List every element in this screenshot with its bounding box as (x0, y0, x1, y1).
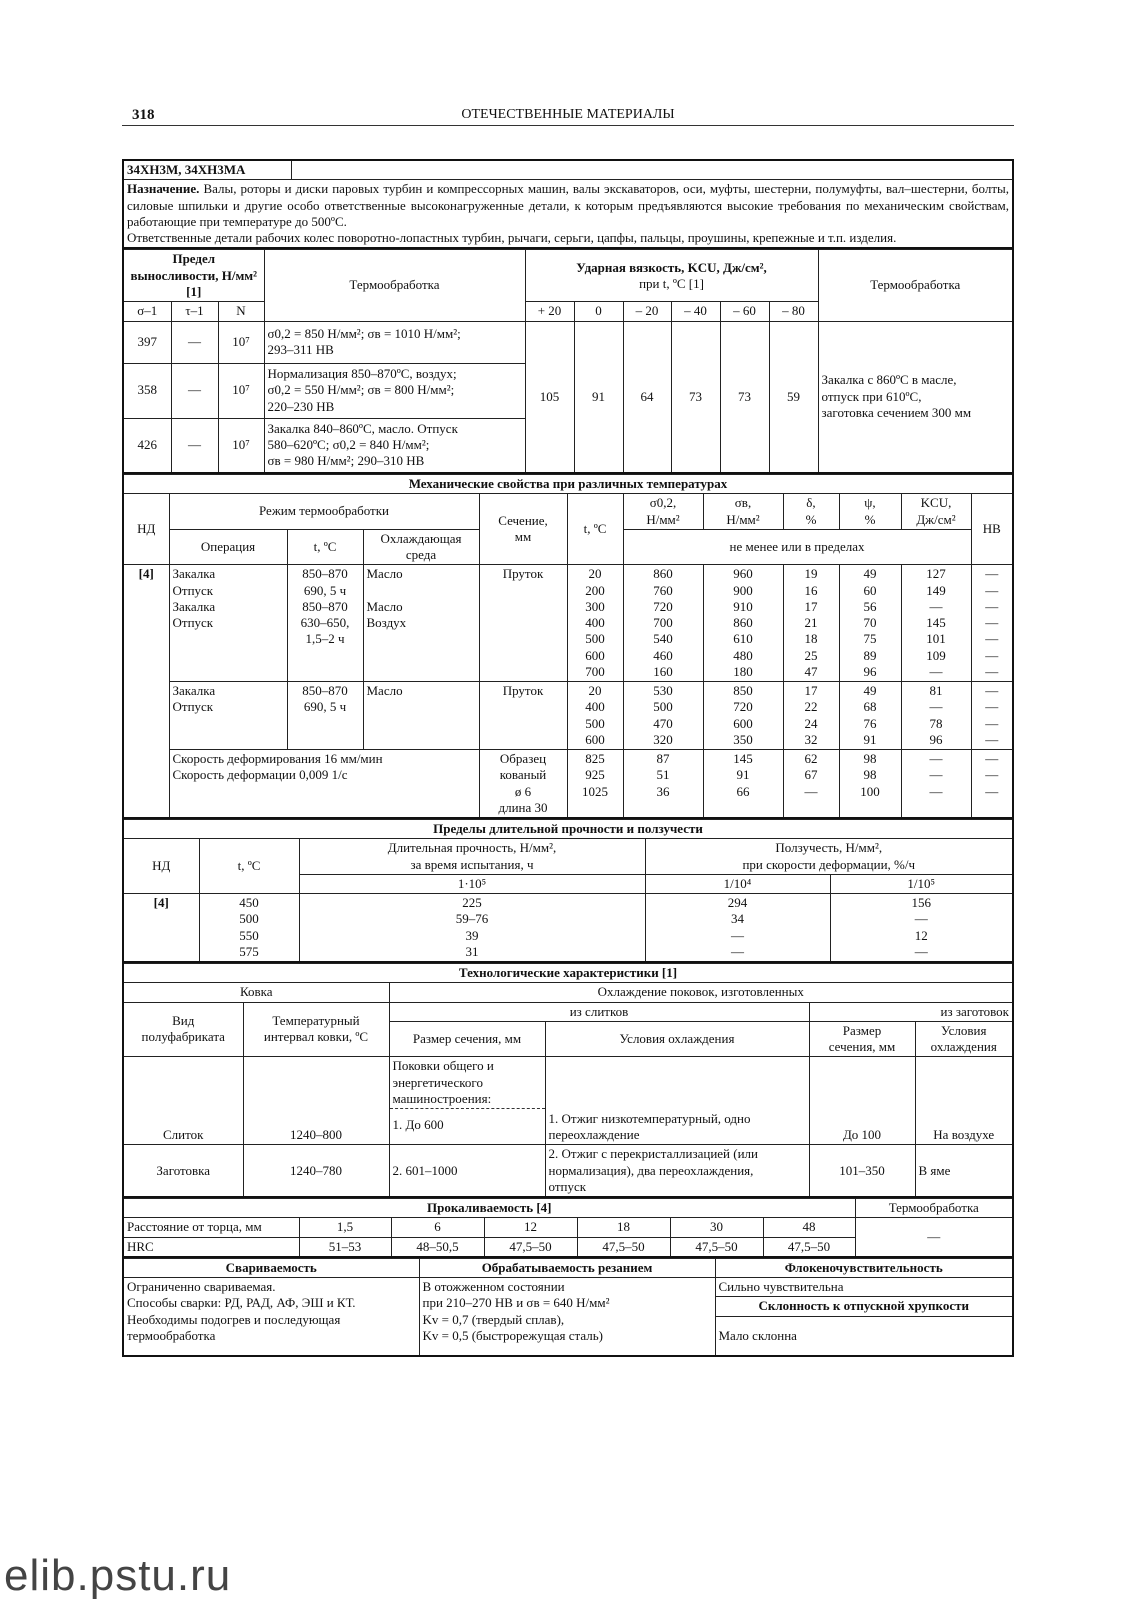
impact-temp: – 80 (769, 302, 818, 321)
tech-col-size: Размер сечения, мм (389, 1021, 545, 1057)
creep-sub: 1/10⁵ (830, 874, 1013, 893)
mech-delta: 62 67 — (783, 750, 839, 819)
mech-sec: Пруток (479, 565, 567, 682)
tech-title: Технологические характеристики [1] (123, 964, 1013, 983)
mech-cool: Масло Масло Воздух (363, 565, 479, 682)
tech-cond2: На воздухе (915, 1057, 1013, 1145)
mech-col-op: Операция (169, 529, 287, 565)
impact-value: 59 (769, 321, 818, 473)
harden-hrc: 47,5–50 (763, 1237, 855, 1257)
mech-table (122, 474, 1014, 819)
tech-col-cond2: Условия охлаждения (915, 1021, 1013, 1057)
grade-table (122, 159, 1014, 249)
impact-temp: – 60 (720, 302, 769, 321)
creep-values: 294 34 — — (645, 894, 830, 963)
tech-size-cell (389, 1057, 545, 1145)
mech-hb: — — — — — — — (971, 565, 1013, 682)
mech-nd: [4] (123, 565, 169, 818)
tech-col-cond: Условия охлаждения (545, 1021, 809, 1057)
impact-temp: + 20 (525, 302, 574, 321)
endurance-header: Предел выносливости, Н/мм² [1] (123, 250, 264, 302)
mech-kcu: 127 149 — 145 101 109 — (901, 565, 971, 682)
mech-col-s02: σ0,2, Н/мм² (623, 494, 703, 530)
mech-t: 850–870 690, 5 ч 850–870 630–650, 1,5–2 ч (287, 565, 363, 682)
endurance-heat: σ0,2 = 850 Н/мм²; σв = 1010 Н/мм²; 293–311 НВ (264, 321, 525, 363)
mech-op: Закалка Отпуск (169, 682, 287, 750)
endurance-value: — (171, 418, 218, 473)
mech-col-cool: Охлаждающая среда (363, 529, 479, 565)
impact-value: 73 (720, 321, 769, 473)
endurance-value: — (171, 321, 218, 363)
tech-table (122, 963, 1014, 1198)
mech-hb: — — — (971, 750, 1013, 819)
harden-dist: 12 (484, 1218, 577, 1237)
mech-kcu: 81 — 78 96 (901, 682, 971, 750)
impact-temp: 0 (574, 302, 623, 321)
creep-sub: 1·10⁵ (299, 874, 645, 893)
creep-table (122, 819, 1014, 963)
endurance-value: 10⁷ (218, 321, 264, 363)
endurance-value: 426 (123, 418, 171, 473)
endurance-value: 10⁷ (218, 363, 264, 418)
tech-cooling: Охлаждение поковок, изготовленных (389, 983, 1013, 1002)
endurance-heat: Нормализация 850–870ºС, воздух; σ0,2 = 550 Н/мм²; σв = 800 Н/мм²; 220–230 НВ (264, 363, 525, 418)
tech-col-range: Температурный интервал ковки, ºС (243, 1002, 389, 1057)
impact-temp: – 20 (623, 302, 671, 321)
mech-note: не менее или в пределах (623, 529, 971, 565)
creep-col-nd: НД (123, 839, 199, 894)
mech-col-nd: НД (123, 494, 169, 565)
col-tau: τ–1 (171, 302, 218, 321)
harden-dist: 48 (763, 1218, 855, 1237)
props-table (122, 1258, 1014, 1357)
creep-sub: 1/10⁴ (645, 874, 830, 893)
mech-col-kcu: KCU, Дж/см² (901, 494, 971, 530)
mech-psi: 98 98 100 (839, 750, 901, 819)
impact-value: 73 (671, 321, 720, 473)
tech-ingots: из слитков (389, 1002, 809, 1021)
mech-t: 850–870 690, 5 ч (287, 682, 363, 750)
harden-hrc: 51–53 (299, 1237, 391, 1257)
mech-col-mode: Режим термообработки (169, 494, 479, 530)
creep-col-long: Длительная прочность, Н/мм², за время испытания, ч (299, 839, 645, 875)
mech-psi: 49 68 76 91 (839, 682, 901, 750)
harden-title: Прокаливаемость [4] (123, 1199, 855, 1218)
creep-values: 156 — 12 — (830, 894, 1013, 963)
brittle-text: Мало склонна (715, 1316, 1013, 1356)
endurance-heat: Закалка 840–860ºС, масло. Отпуск 580–620ºС; σ0,2 = 840 Н/мм²; σв = 980 Н/мм²; 290–310 НВ (264, 418, 525, 473)
mech-s02: 87 51 36 (623, 750, 703, 819)
endurance-value: — (171, 363, 218, 418)
tech-size: 2. 601–1000 (389, 1145, 545, 1197)
purpose-text: Валы, роторы и диски паровых турбин и компрессорных машин, валы экскаваторов, оси, муфты, шестерни, полумуфты, вал–шестерни, болты, силовые шпильки и другие особо ответственные высоконагруженные детали, к которым предъявляются высокие требования по механическим свойствам, работающие при температуре до 500ºС. (127, 181, 1009, 229)
mech-kcu: — — — (901, 750, 971, 819)
col-sigma: σ–1 (123, 302, 171, 321)
mech-delta: 19 16 17 21 18 25 47 (783, 565, 839, 682)
purpose-label: Назначение. (127, 181, 200, 197)
impact-value: 64 (623, 321, 671, 473)
mech-cool: Масло (363, 682, 479, 750)
harden-dist: 18 (577, 1218, 670, 1237)
mech-op: Скорость деформирования 16 мм/мин Скорость деформации 0,009 1/с (169, 750, 479, 819)
material-sheet (122, 159, 1014, 1357)
running-title: ОТЕЧЕСТВЕННЫЕ МАТЕРИАЛЫ (461, 107, 675, 122)
harden-heat: — (855, 1218, 1013, 1257)
mech-s02: 860 760 720 700 540 460 160 (623, 565, 703, 682)
mech-title: Механические свойства при различных температурах (123, 475, 1013, 494)
creep-col-creep: Ползучесть, Н/мм², при скорости деформации, %/ч (645, 839, 1013, 875)
tech-kind: Слиток (123, 1057, 243, 1145)
grade-name: 34ХН3М, 34ХН3МА (123, 160, 291, 180)
impact-temp: – 40 (671, 302, 720, 321)
creep-col-t: t, ºС (199, 839, 299, 894)
harden-dist: 6 (391, 1218, 484, 1237)
mech-col-t: t, ºС (287, 529, 363, 565)
harden-hrc: 47,5–50 (484, 1237, 577, 1257)
flake-text: Сильно чувствительна (715, 1278, 1013, 1297)
page-header (122, 104, 1014, 126)
tech-forging: Ковка (123, 983, 389, 1002)
weld-title: Свариваемость (123, 1258, 419, 1277)
mech-sv: 960 900 910 860 610 480 180 (703, 565, 783, 682)
endurance-table (122, 249, 1014, 474)
impact-heat-header: Термообработка (818, 250, 1013, 321)
mech-col-psi: ψ, % (839, 494, 901, 530)
watermark: elib.pstu.ru (4, 1551, 232, 1600)
mech-sec: Пруток (479, 682, 567, 750)
mech-temp: 20 400 500 600 (567, 682, 623, 750)
mech-col-hb: НВ (971, 494, 1013, 565)
mech-psi: 49 60 56 70 75 89 96 (839, 565, 901, 682)
tech-range: 1240–780 (243, 1145, 389, 1197)
mech-hb: — — — — (971, 682, 1013, 750)
mach-text: В отожженном состоянии при 210–270 НВ и σв = 640 Н/мм² Kv = 0,7 (твердый сплав), Kv = 0,5 (быстрорежущая сталь) (419, 1278, 715, 1357)
tech-cond2: В яме (915, 1145, 1013, 1197)
mech-col-sv: σв, Н/мм² (703, 494, 783, 530)
harden-heat-header: Термообработка (855, 1199, 1013, 1218)
tech-kind: Заготовка (123, 1145, 243, 1197)
tech-range: 1240–800 (243, 1057, 389, 1145)
mech-sv: 145 91 66 (703, 750, 783, 819)
mech-sv: 850 720 600 350 (703, 682, 783, 750)
endurance-heat-header: Термообработка (264, 250, 525, 321)
col-n: N (218, 302, 264, 321)
mech-col-section: Сечение, мм (479, 494, 567, 565)
harden-dist: 1,5 (299, 1218, 391, 1237)
impact-value: 91 (574, 321, 623, 473)
mech-s02: 530 500 470 320 (623, 682, 703, 750)
creep-nd: [4] (123, 894, 199, 963)
creep-values: 225 59–76 39 31 (299, 894, 645, 963)
mech-col-delta: δ, % (783, 494, 839, 530)
mech-delta: 17 22 24 32 (783, 682, 839, 750)
endurance-value: 358 (123, 363, 171, 418)
impact-value: 105 (525, 321, 574, 473)
mech-temp: 825 925 1025 (567, 750, 623, 819)
endurance-value: 10⁷ (218, 418, 264, 473)
mach-title: Обрабатываемость резанием (419, 1258, 715, 1277)
purpose-text-2: Ответственные детали рабочих колес поворотно-лопастных турбин, рычаги, серьги, цапфы, пальцы, проушины, крепежные и т.п. изделия. (127, 230, 897, 245)
tech-size2: До 100 (809, 1057, 915, 1145)
weld-text: Ограниченно свариваемая. Способы сварки: РД, РАД, АФ, ЭШ и КТ. Необходимы подогрев и последующая термообработка (123, 1278, 419, 1357)
impact-header: Ударная вязкость, KCU, Дж/см², при t, ºС [1] (525, 250, 818, 302)
tech-col-kind: Вид полуфабриката (123, 1002, 243, 1057)
mech-sec: Образец кованый ø 6 длина 30 (479, 750, 567, 819)
brittle-title: Склонность к отпускной хрупкости (715, 1297, 1013, 1316)
creep-title: Пределы длительной прочности и ползучести (123, 820, 1013, 839)
harden-hrc: 47,5–50 (577, 1237, 670, 1257)
endurance-value: 397 (123, 321, 171, 363)
tech-billets: из заготовок (809, 1002, 1013, 1021)
creep-temps: 450 500 550 575 (199, 894, 299, 963)
mech-col-temp: t, ºС (567, 494, 623, 565)
flake-title: Флокеночувствительность (715, 1258, 1013, 1277)
tech-size2: 101–350 (809, 1145, 915, 1197)
purpose (123, 180, 1013, 249)
harden-dist-label: Расстояние от торца, мм (123, 1218, 299, 1237)
tech-cond: 2. Отжиг с перекристаллизацией (или нормализация), два переохлаждения, отпуск (545, 1145, 809, 1197)
harden-dist: 30 (670, 1218, 763, 1237)
harden-hrc-label: HRC (123, 1237, 299, 1257)
harden-hrc: 48–50,5 (391, 1237, 484, 1257)
tech-cond: 1. Отжиг низкотемпературный, одно переохлаждение (545, 1057, 809, 1145)
harden-table (122, 1198, 1014, 1258)
tech-col-size2: Размер сечения, мм (809, 1021, 915, 1057)
tech-size: 1. До 600 (392, 1117, 444, 1132)
harden-hrc: 47,5–50 (670, 1237, 763, 1257)
page-number: 318 (132, 107, 155, 123)
mech-temp: 20 200 300 400 500 600 700 (567, 565, 623, 682)
mech-op: Закалка Отпуск Закалка Отпуск (169, 565, 287, 682)
tech-note: Поковки общего и энергетического машиностроения: (390, 1057, 545, 1109)
impact-heat: Закалка с 860ºС в масле, отпуск при 610ºС, заготовка сечением 300 мм (818, 321, 1013, 473)
